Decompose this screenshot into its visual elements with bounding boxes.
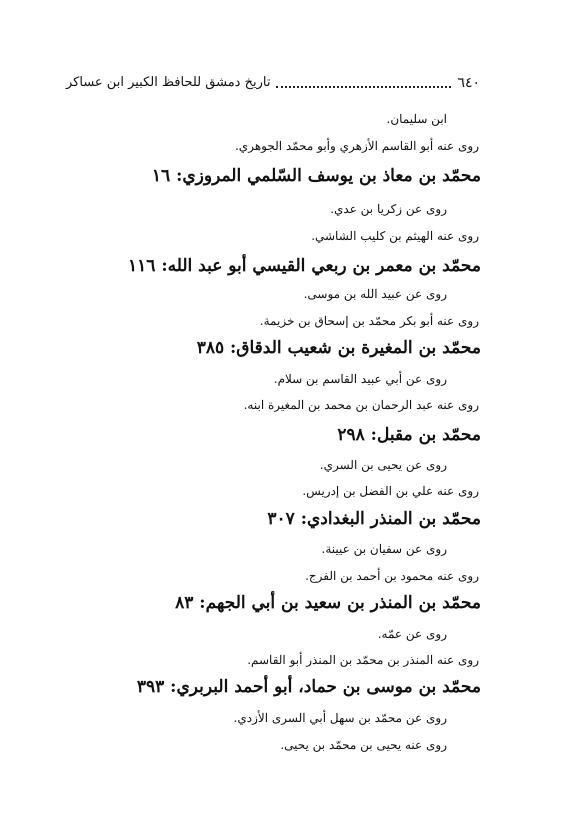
narrator-line: روى عنه عبد الرحمان بن محمد بن المغيرة ابنه. — [243, 398, 479, 412]
narrator-line: روى عن زكريا بن عدي. — [330, 202, 447, 216]
narrator-line: روى عنه الهيثم بن كليب الشاشي. — [311, 229, 479, 243]
entry-heading: محمّد بن موسى بن حماد، أبو أحمد البربري: ٣٩٣ — [136, 677, 481, 697]
narrator-line: روى عن محمّد بن سهل أبي السرى الأزدي. — [233, 711, 447, 725]
narrator-line: روى عن سفيان بن عيينة. — [321, 542, 447, 556]
narrator-line: روى عنه أبو بكر محمّد بن إسحاق بن خزيمة. — [259, 314, 479, 328]
narrator-line: روى عن أبي عبيد القاسم بن سلام. — [273, 372, 447, 386]
page-number: ٦٤٠ — [457, 75, 480, 91]
entry-heading: محمّد بن المغيرة بن شعيب الدقاق: ٣٨٥ — [196, 338, 481, 358]
narrator-line: روى عنه أبو القاسم الأزهري وأبو محمّد الجوهري. — [234, 139, 479, 153]
narrator-line: روى عنه علي بن الفضل بن إدريس. — [302, 484, 479, 498]
narrator-line: روى عنه المنذر بن محمّد بن المنذر أبو القاسم. — [247, 653, 479, 667]
narrator-line: روى عنه يحيى بن محمّد بن يحيى. — [280, 738, 447, 752]
narrator-line: روى عن يحيى بن السري. — [319, 458, 447, 472]
dotted-leader — [276, 86, 451, 88]
entry-heading: محمّد بن المنذر البغدادي: ٣٠٧ — [267, 509, 481, 529]
narrator-line: روى عن عمّه. — [377, 627, 447, 641]
narrator-line: روى عن عبيد الله بن موسى. — [303, 287, 447, 301]
entry-heading: محمّد بن المنذر بن سعيد بن أبي الجهم: ٨٣ — [175, 593, 481, 613]
narrator-line: روى عنه محمود بن أحمد بن الفرج. — [305, 569, 479, 583]
narrator-line: ابن سليمان. — [386, 112, 447, 126]
entry-heading: محمّد بن معمر بن ربعي القيسي أبو عبد الله: ١١٦ — [128, 256, 481, 276]
entry-heading: محمّد بن معاذ بن يوسف السّلمي المروزي: ١٦ — [151, 166, 481, 186]
entry-heading: محمّد بن مقبل: ٢٩٨ — [337, 425, 481, 445]
page-header — [66, 72, 480, 94]
running-title: تاريخ دمشق للحافظ الكبير ابن عساكر — [66, 75, 271, 90]
